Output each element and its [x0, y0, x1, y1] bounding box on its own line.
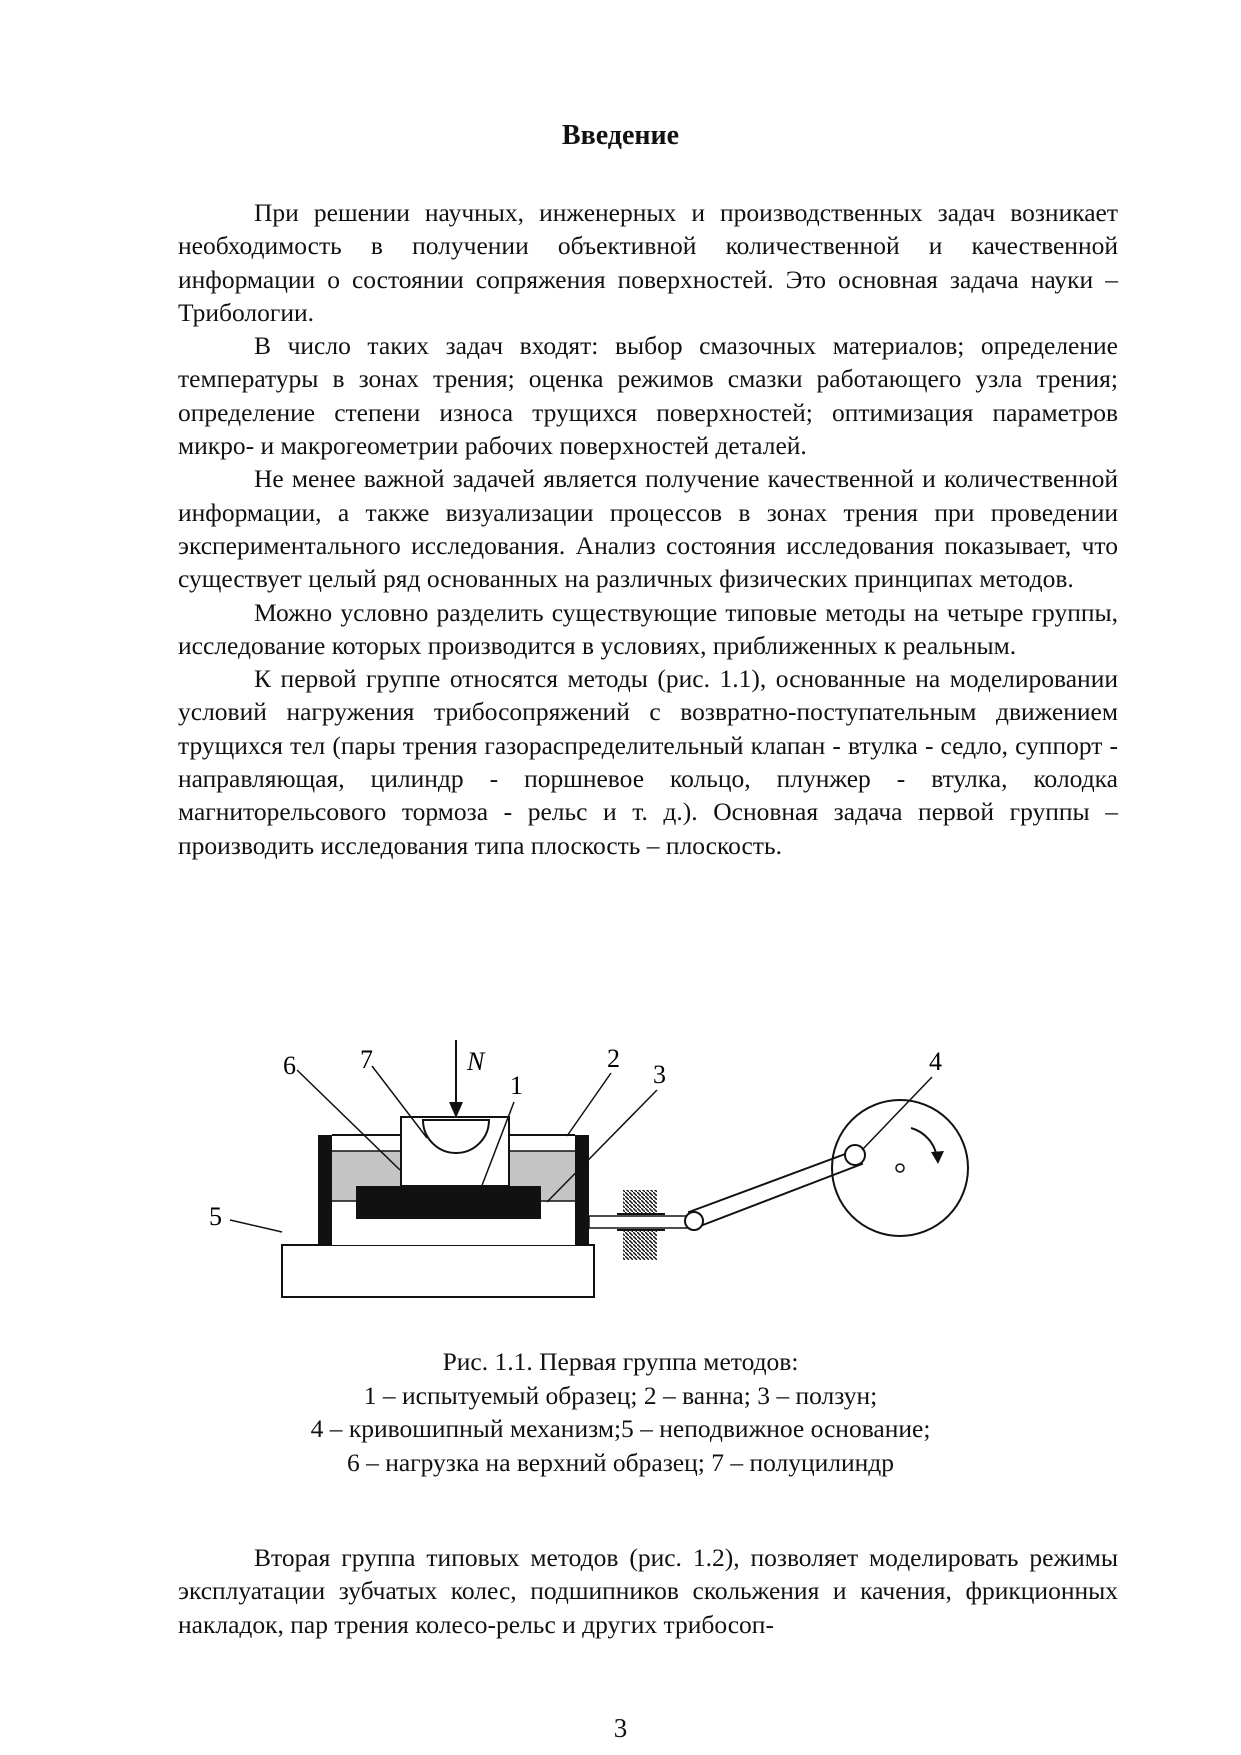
label-6: 6 — [283, 1051, 296, 1080]
figure-1-1 — [205, 1040, 1105, 1340]
leader-7 — [372, 1066, 427, 1138]
paragraph: К первой группе относятся методы (рис. 1.1), основанные на моделировании условий нагружения трибосопряжений с возвратно-поступательным движением трущихся тел (пары трения газораспределительный клапан - втулка - седло, суппорт - направляющая, цилиндр - поршневое кольцо, плунжер - втулка, колодка магниторельсового тормоза - рельс и т. д.). Основная задача первой группы – производить исследования типа плоскость – плоскость. — [178, 664, 1118, 860]
label-7: 7 — [360, 1045, 373, 1074]
crank-axle — [896, 1164, 904, 1172]
caption-line: Рис. 1.1. Первая группа методов: — [442, 1347, 799, 1376]
crank-pin — [845, 1145, 865, 1165]
paragraph: Не менее важной задачей является получение качественной и количественной информации, а также визуализации процессов в зонах трения при проведении экспериментального исследования. Анализ состояния исследования показывает, что существует целый ряд основанных на различных физических принципах методов. — [178, 464, 1118, 594]
caption-line: 6 – нагрузка на верхний образец; 7 – полуцилиндр — [346, 1447, 895, 1477]
load-arrow-head — [449, 1102, 463, 1118]
page-title: Введение — [561, 120, 680, 151]
friction-test-diagram — [205, 1040, 1105, 1340]
rotation-arrow-head — [931, 1151, 944, 1164]
rod-pin — [685, 1212, 703, 1230]
caption-line: 4 – кривошипный механизм;5 – неподвижное основание; — [310, 1414, 931, 1443]
paragraph: При решении научных, инженерных и производственных задач возникает необходимость в получении объективной количественной и качественной информации о состоянии сопряжения поверхностей. Это основная задача науки – Трибологии. — [178, 198, 1118, 327]
guide-upper — [623, 1190, 657, 1214]
paragraph: Вторая группа типовых методов (рис. 1.2), позволяет моделировать режимы эксплуатации зубчатых колес, подшипников скольжения и качения, фрикционных накладок, пар трения колесо-рельс и других трибосоп- — [178, 1543, 1118, 1639]
label-n: N — [467, 1047, 485, 1076]
label-5: 5 — [209, 1202, 222, 1231]
label-1: 1 — [510, 1071, 523, 1100]
paragraph: В число таких задач входят: выбор смазочных материалов; определение температуры в зонах трения; оценка режимов смазки работающего узла трения; определение степени износа трущихся поверхностей; оптимизация параметров микро- и макрогеометрии рабочих поверхностей деталей. — [178, 331, 1118, 461]
leader-5 — [230, 1220, 282, 1232]
test-specimen — [356, 1186, 541, 1219]
label-2: 2 — [607, 1044, 620, 1073]
label-3: 3 — [653, 1060, 666, 1089]
leader-2 — [567, 1073, 611, 1136]
paragraph: Можно условно разделить существующие типовые методы на четыре группы, исследование которых производится в условиях, приближенных к реальным. — [178, 597, 1118, 660]
slider-rod — [589, 1216, 693, 1228]
bath-left-wall — [318, 1135, 332, 1245]
body-text — [178, 196, 1118, 862]
guide-lower — [623, 1230, 657, 1260]
label-4: 4 — [929, 1047, 942, 1076]
fixed-base — [282, 1245, 594, 1297]
figure-caption — [0, 1345, 1241, 1479]
page-number: 3 — [613, 1713, 628, 1743]
bath-right-wall — [575, 1135, 589, 1245]
leader-4 — [862, 1077, 932, 1150]
leader-3 — [547, 1090, 657, 1202]
continuation-text — [178, 1541, 1118, 1641]
caption-line: 1 – испытуемый образец; 2 – ванна; 3 – ползун; — [363, 1380, 878, 1410]
